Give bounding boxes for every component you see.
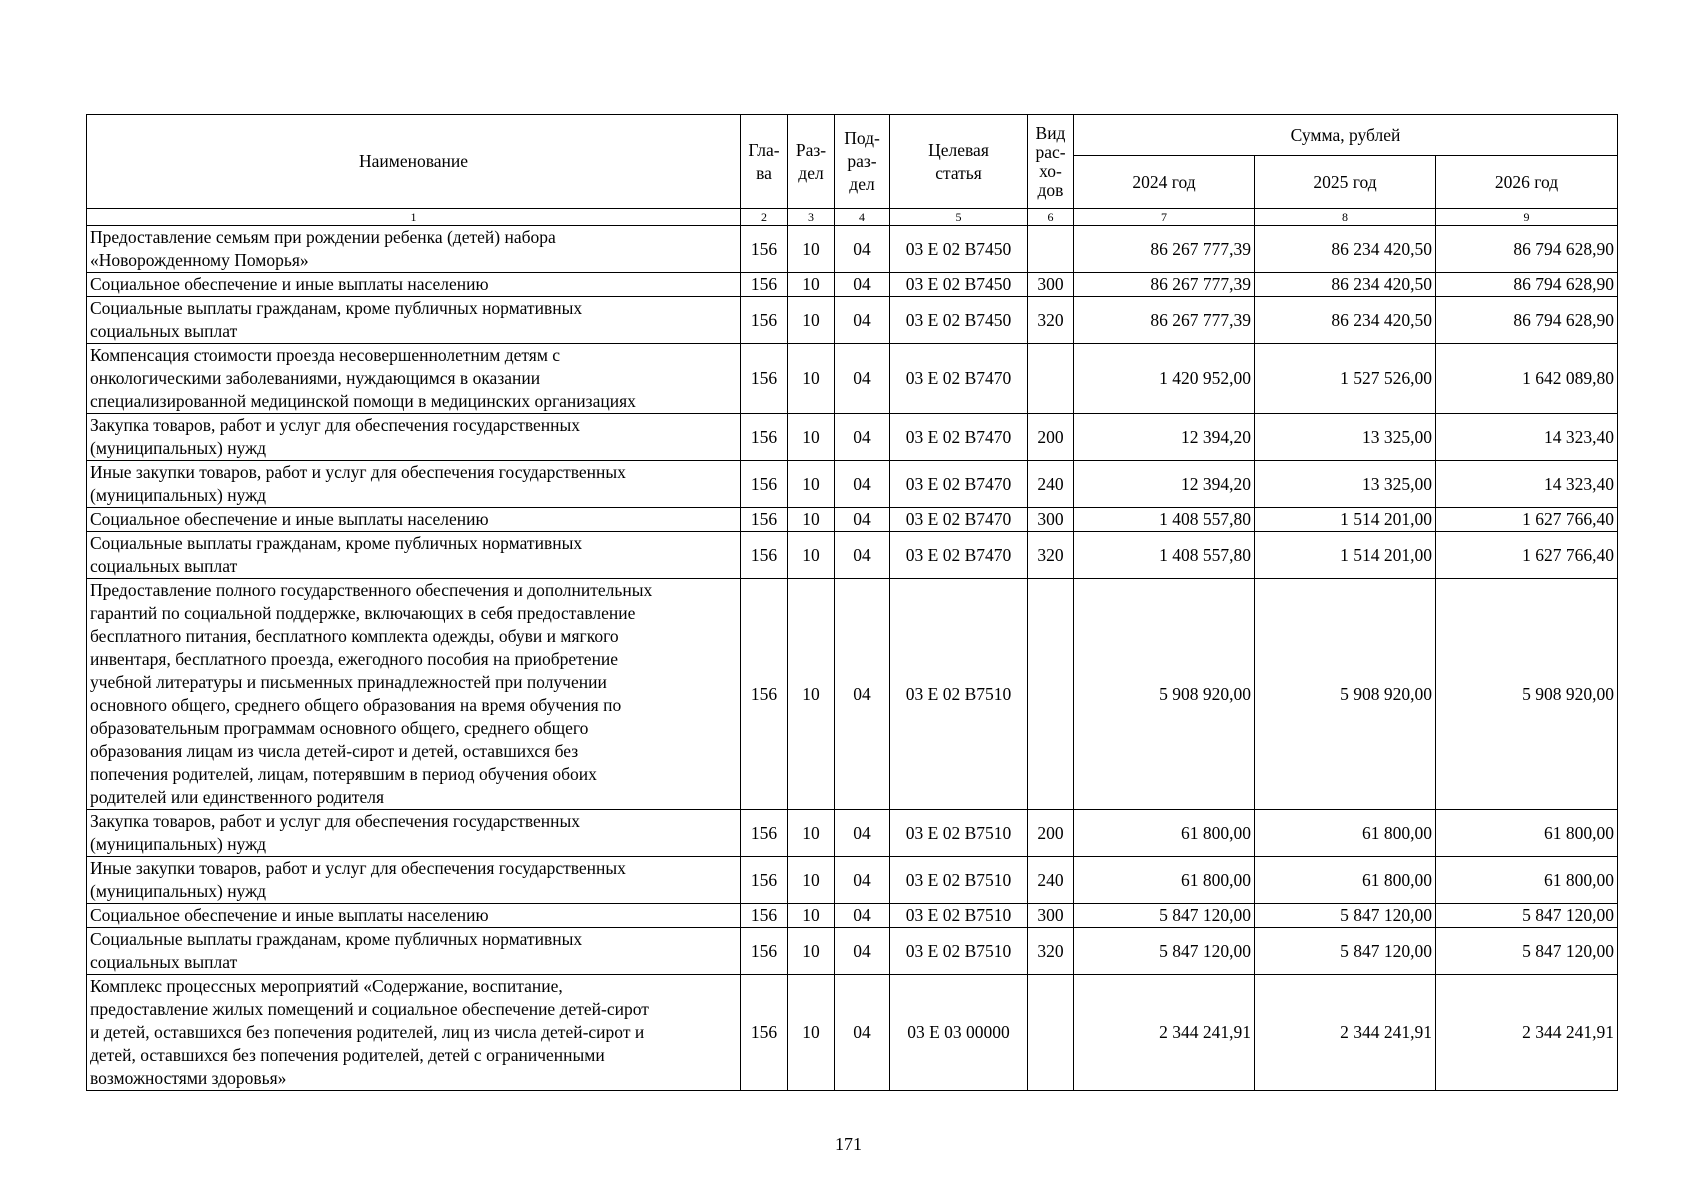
table-row: [87, 857, 1618, 904]
row-sum-2024: 86 267 777,39: [1074, 226, 1255, 273]
row-sum-2025: 13 325,00: [1255, 461, 1436, 508]
header-sum: Сумма, рублей: [1074, 115, 1618, 156]
row-section: 10: [788, 344, 835, 414]
row-sum-2025: 86 234 420,50: [1255, 297, 1436, 344]
row-target: 03 Е 02 В7470: [890, 414, 1028, 461]
header-target: Целевая статья: [890, 115, 1028, 209]
row-sum-2026: 86 794 628,90: [1436, 297, 1618, 344]
row-expense-type: 200: [1028, 810, 1074, 857]
row-chapter: 156: [741, 857, 788, 904]
row-sum-2025: 61 800,00: [1255, 857, 1436, 904]
row-sum-2026: 1 627 766,40: [1436, 532, 1618, 579]
row-sum-2026: 86 794 628,90: [1436, 226, 1618, 273]
row-sum-2024: 1 408 557,80: [1074, 532, 1255, 579]
table-header: [87, 115, 1618, 226]
row-name: Социальное обеспечение и иные выплаты населению: [87, 508, 741, 532]
row-section: 10: [788, 532, 835, 579]
row-target: 03 Е 02 В7510: [890, 810, 1028, 857]
column-number: 6: [1028, 209, 1074, 226]
table-row: [87, 461, 1618, 508]
row-sum-2025: 13 325,00: [1255, 414, 1436, 461]
row-subsection: 04: [835, 461, 890, 508]
row-sum-2024: 1 408 557,80: [1074, 508, 1255, 532]
column-number: 4: [835, 209, 890, 226]
row-sum-2024: 5 908 920,00: [1074, 579, 1255, 810]
row-target: 03 Е 03 00000: [890, 975, 1028, 1091]
column-number: 7: [1074, 209, 1255, 226]
header-year-2025: 2025 год: [1255, 156, 1436, 209]
table-body: [87, 226, 1618, 1091]
row-subsection: 04: [835, 273, 890, 297]
row-subsection: 04: [835, 975, 890, 1091]
table-row: [87, 904, 1618, 928]
row-chapter: 156: [741, 344, 788, 414]
row-expense-type: 320: [1028, 297, 1074, 344]
row-expense-type: 240: [1028, 857, 1074, 904]
column-number: 1: [87, 209, 741, 226]
row-sum-2026: 5 908 920,00: [1436, 579, 1618, 810]
row-name: Закупка товаров, работ и услуг для обеспечения государственных (муниципальных) нужд: [87, 810, 741, 857]
row-sum-2025: 61 800,00: [1255, 810, 1436, 857]
header-year-2024: 2024 год: [1074, 156, 1255, 209]
row-target: 03 Е 02 В7470: [890, 508, 1028, 532]
row-name: Компенсация стоимости проезда несовершеннолетним детям с онкологическими заболеваниями, нуждающимся в оказании специализированной медицинской помощи в медицинских организациях: [87, 344, 741, 414]
header-subsection: Под- раз- дел: [835, 115, 890, 209]
row-target: 03 Е 02 В7450: [890, 273, 1028, 297]
row-sum-2024: 86 267 777,39: [1074, 273, 1255, 297]
row-subsection: 04: [835, 532, 890, 579]
row-sum-2024: 5 847 120,00: [1074, 904, 1255, 928]
row-expense-type: 320: [1028, 928, 1074, 975]
row-expense-type: [1028, 579, 1074, 810]
row-name: Предоставление полного государственного обеспечения и дополнительных гарантий по социальной поддержке, включающих в себя предоставление бесплатного питания, бесплатного комплекта одежды, обуви и мягкого инвентаря, бесплатного проезда, ежегодного пособия на приобретение учебной литературы и письменных принадлежностей при получении основного общего, среднего общего образования на время обучения по образовательным программам основного общего, среднего общего образования лицам из числа детей-сирот и детей, оставшихся без попечения родителей, лицам, потерявшим в период обучения обоих родителей или единственного родителя: [87, 579, 741, 810]
row-sum-2025: 5 847 120,00: [1255, 928, 1436, 975]
row-target: 03 Е 02 В7450: [890, 297, 1028, 344]
row-subsection: 04: [835, 344, 890, 414]
row-sum-2025: 1 514 201,00: [1255, 532, 1436, 579]
row-sum-2024: 2 344 241,91: [1074, 975, 1255, 1091]
row-name: Комплекс процессных мероприятий «Содержание, воспитание, предоставление жилых помещений и социальное обеспечение детей-сирот и детей, оставшихся без попечения родителей, лиц из числа детей-сирот и детей, оставшихся без попечения родителей, детей с ограниченными возможностями здоровья»: [87, 975, 741, 1091]
row-expense-type: [1028, 344, 1074, 414]
row-sum-2025: 5 908 920,00: [1255, 579, 1436, 810]
row-name: Социальные выплаты гражданам, кроме публичных нормативных социальных выплат: [87, 928, 741, 975]
row-name: Предоставление семьям при рождении ребенка (детей) набора «Новорожденному Поморья»: [87, 226, 741, 273]
row-section: 10: [788, 297, 835, 344]
row-expense-type: 240: [1028, 461, 1074, 508]
row-sum-2026: 14 323,40: [1436, 414, 1618, 461]
row-target: 03 Е 02 В7450: [890, 226, 1028, 273]
row-sum-2026: 1 642 089,80: [1436, 344, 1618, 414]
row-target: 03 Е 02 В7470: [890, 344, 1028, 414]
row-chapter: 156: [741, 297, 788, 344]
row-name: Социальные выплаты гражданам, кроме публичных нормативных социальных выплат: [87, 297, 741, 344]
row-name: Социальные выплаты гражданам, кроме публичных нормативных социальных выплат: [87, 532, 741, 579]
row-subsection: 04: [835, 579, 890, 810]
row-name: Иные закупки товаров, работ и услуг для обеспечения государственных (муниципальных) нужд: [87, 461, 741, 508]
row-expense-type: 300: [1028, 904, 1074, 928]
table-row: [87, 810, 1618, 857]
row-sum-2025: 1 527 526,00: [1255, 344, 1436, 414]
row-sum-2024: 12 394,20: [1074, 414, 1255, 461]
table-row: [87, 579, 1618, 810]
row-subsection: 04: [835, 297, 890, 344]
row-target: 03 Е 02 В7510: [890, 928, 1028, 975]
row-sum-2024: 1 420 952,00: [1074, 344, 1255, 414]
row-sum-2024: 61 800,00: [1074, 857, 1255, 904]
row-expense-type: [1028, 975, 1074, 1091]
header-name: Наименование: [87, 115, 741, 209]
column-number-row: [87, 209, 1618, 226]
table-row: [87, 297, 1618, 344]
row-expense-type: 300: [1028, 508, 1074, 532]
row-subsection: 04: [835, 226, 890, 273]
row-chapter: 156: [741, 273, 788, 297]
budget-table: [86, 114, 1618, 1091]
row-expense-type: 300: [1028, 273, 1074, 297]
row-subsection: 04: [835, 904, 890, 928]
header-expense-type: Вид рас- хо- дов: [1028, 115, 1074, 209]
row-target: 03 Е 02 В7470: [890, 461, 1028, 508]
row-chapter: 156: [741, 975, 788, 1091]
column-number: 9: [1436, 209, 1618, 226]
row-subsection: 04: [835, 810, 890, 857]
row-section: 10: [788, 975, 835, 1091]
row-name: Социальное обеспечение и иные выплаты населению: [87, 273, 741, 297]
row-name: Закупка товаров, работ и услуг для обеспечения государственных (муниципальных) нужд: [87, 414, 741, 461]
row-chapter: 156: [741, 904, 788, 928]
row-target: 03 Е 02 В7510: [890, 904, 1028, 928]
row-chapter: 156: [741, 928, 788, 975]
row-sum-2026: 5 847 120,00: [1436, 904, 1618, 928]
table-row: [87, 273, 1618, 297]
row-section: 10: [788, 579, 835, 810]
row-section: 10: [788, 904, 835, 928]
row-sum-2025: 2 344 241,91: [1255, 975, 1436, 1091]
table-row: [87, 414, 1618, 461]
header-section: Раз- дел: [788, 115, 835, 209]
header-year-2026: 2026 год: [1436, 156, 1618, 209]
row-sum-2025: 86 234 420,50: [1255, 226, 1436, 273]
row-sum-2026: 2 344 241,91: [1436, 975, 1618, 1091]
row-chapter: 156: [741, 226, 788, 273]
row-section: 10: [788, 508, 835, 532]
row-subsection: 04: [835, 414, 890, 461]
row-target: 03 Е 02 В7510: [890, 857, 1028, 904]
row-target: 03 Е 02 В7470: [890, 532, 1028, 579]
row-chapter: 156: [741, 414, 788, 461]
row-section: 10: [788, 414, 835, 461]
row-subsection: 04: [835, 857, 890, 904]
row-subsection: 04: [835, 508, 890, 532]
column-number: 3: [788, 209, 835, 226]
row-subsection: 04: [835, 928, 890, 975]
row-sum-2026: 5 847 120,00: [1436, 928, 1618, 975]
row-sum-2026: 61 800,00: [1436, 857, 1618, 904]
row-name: Иные закупки товаров, работ и услуг для обеспечения государственных (муниципальных) нужд: [87, 857, 741, 904]
row-sum-2024: 61 800,00: [1074, 810, 1255, 857]
row-section: 10: [788, 273, 835, 297]
row-section: 10: [788, 857, 835, 904]
row-sum-2026: 1 627 766,40: [1436, 508, 1618, 532]
row-sum-2025: 86 234 420,50: [1255, 273, 1436, 297]
column-number: 2: [741, 209, 788, 226]
table-row: [87, 508, 1618, 532]
row-chapter: 156: [741, 532, 788, 579]
row-section: 10: [788, 810, 835, 857]
row-expense-type: 200: [1028, 414, 1074, 461]
table-row: [87, 344, 1618, 414]
table-row: [87, 928, 1618, 975]
row-sum-2024: 5 847 120,00: [1074, 928, 1255, 975]
row-sum-2026: 14 323,40: [1436, 461, 1618, 508]
row-sum-2024: 12 394,20: [1074, 461, 1255, 508]
row-sum-2026: 86 794 628,90: [1436, 273, 1618, 297]
row-section: 10: [788, 461, 835, 508]
row-sum-2026: 61 800,00: [1436, 810, 1618, 857]
row-chapter: 156: [741, 579, 788, 810]
row-section: 10: [788, 928, 835, 975]
row-chapter: 156: [741, 461, 788, 508]
column-number: 8: [1255, 209, 1436, 226]
row-expense-type: [1028, 226, 1074, 273]
row-sum-2025: 5 847 120,00: [1255, 904, 1436, 928]
row-section: 10: [788, 226, 835, 273]
page-number: 171: [835, 1134, 862, 1154]
table-row: [87, 532, 1618, 579]
row-chapter: 156: [741, 508, 788, 532]
row-expense-type: 320: [1028, 532, 1074, 579]
column-number: 5: [890, 209, 1028, 226]
row-chapter: 156: [741, 810, 788, 857]
row-target: 03 Е 02 В7510: [890, 579, 1028, 810]
table-row: [87, 226, 1618, 273]
header-chapter: Гла- ва: [741, 115, 788, 209]
row-name: Социальное обеспечение и иные выплаты населению: [87, 904, 741, 928]
table-row: [87, 975, 1618, 1091]
row-sum-2024: 86 267 777,39: [1074, 297, 1255, 344]
row-sum-2025: 1 514 201,00: [1255, 508, 1436, 532]
